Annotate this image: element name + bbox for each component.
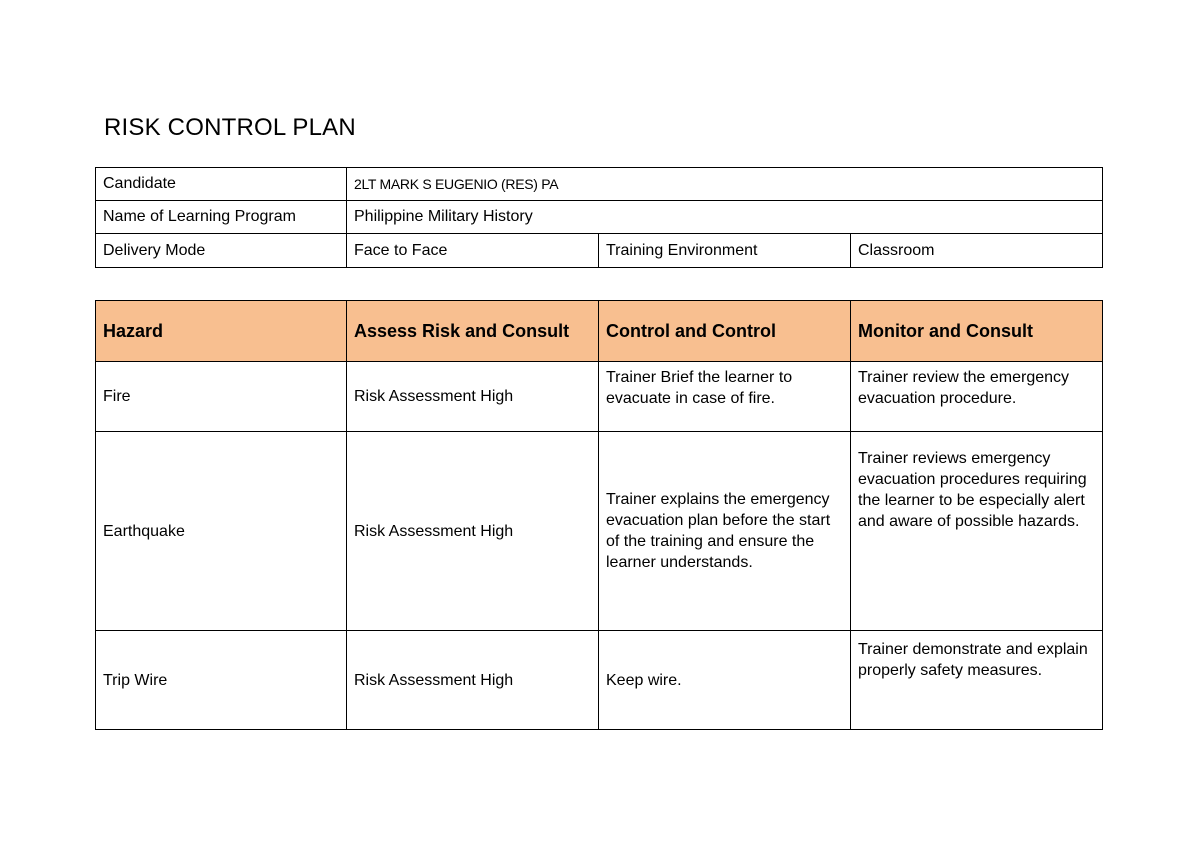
hazard-cell: Fire <box>96 362 347 432</box>
control-cell: Keep wire. <box>599 631 851 730</box>
delivery-label: Delivery Mode <box>96 234 347 268</box>
table-row <box>96 631 1103 730</box>
table-row <box>96 432 1103 631</box>
header-hazard: Hazard <box>96 301 347 362</box>
candidate-value: 2LT MARK S EUGENIO (RES) PA <box>347 168 1103 201</box>
environment-value: Classroom <box>851 234 1103 268</box>
program-row <box>96 201 1103 234</box>
candidate-row <box>96 168 1103 201</box>
assess-cell: Risk Assessment High <box>347 362 599 432</box>
candidate-label: Candidate <box>96 168 347 201</box>
table-row <box>96 362 1103 432</box>
monitor-cell: Trainer reviews emergency evacuation procedures requiring the learner to be especially alert and aware of possible hazards. <box>851 432 1103 631</box>
monitor-cell: Trainer review the emergency evacuation procedure. <box>851 362 1103 432</box>
hazard-cell: Trip Wire <box>96 631 347 730</box>
assess-cell: Risk Assessment High <box>347 631 599 730</box>
assess-cell: Risk Assessment High <box>347 432 599 631</box>
delivery-row <box>96 234 1103 268</box>
delivery-value: Face to Face <box>347 234 599 268</box>
header-assess: Assess Risk and Consult <box>347 301 599 362</box>
environment-label: Training Environment <box>599 234 851 268</box>
header-monitor: Monitor and Consult <box>851 301 1103 362</box>
header-control: Control and Control <box>599 301 851 362</box>
program-value: Philippine Military History <box>347 201 1103 234</box>
hazard-cell: Earthquake <box>96 432 347 631</box>
control-cell: Trainer Brief the learner to evacuate in case of fire. <box>599 362 851 432</box>
candidate-info-table <box>95 167 1103 268</box>
monitor-cell: Trainer demonstrate and explain properly safety measures. <box>851 631 1103 730</box>
document-title: RISK CONTROL PLAN <box>104 114 356 141</box>
program-label: Name of Learning Program <box>96 201 347 234</box>
risk-header-row <box>96 301 1103 362</box>
control-cell: Trainer explains the emergency evacuation plan before the start of the training and ensure the learner understands. <box>599 432 851 631</box>
risk-control-table <box>95 300 1103 730</box>
